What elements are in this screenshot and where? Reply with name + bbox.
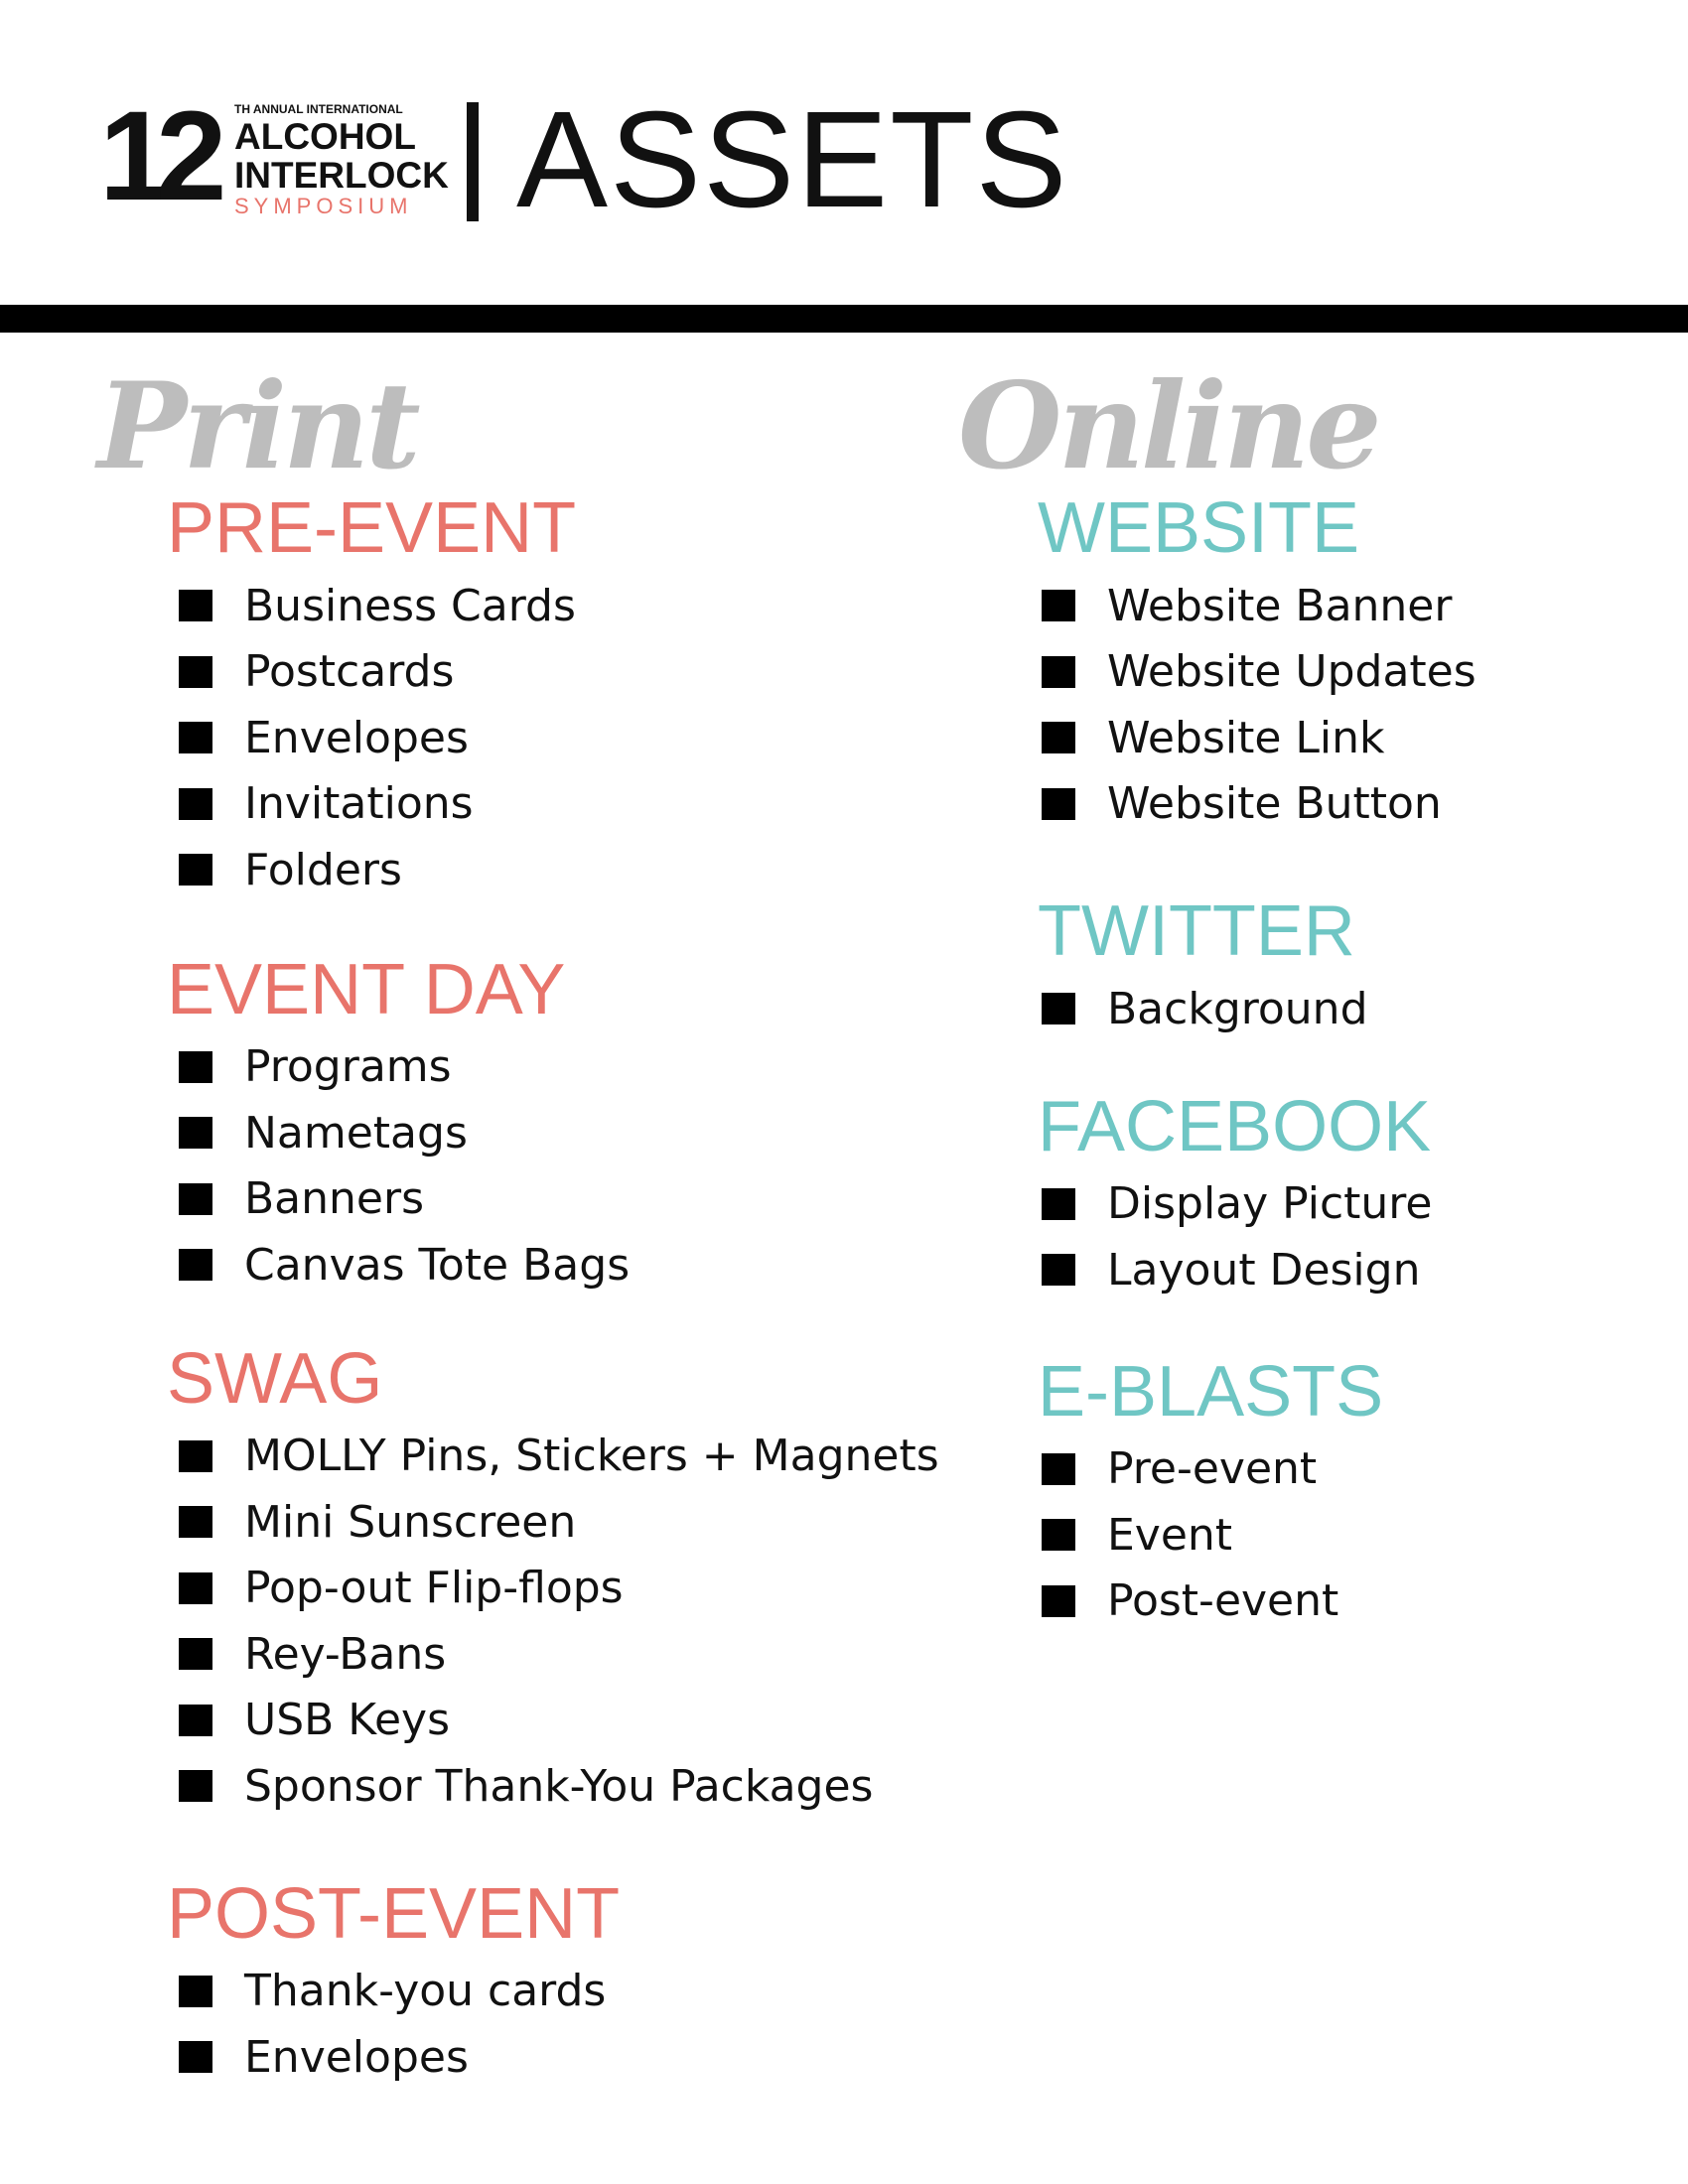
square-bullet-icon [179, 1440, 212, 1472]
square-bullet-icon [179, 656, 212, 688]
list-item [167, 1959, 914, 2025]
item-label: MOLLY Pins, Stickers + Magnets [244, 1431, 939, 1482]
section-post-event [167, 1869, 914, 2091]
item-label: Event [1107, 1509, 1233, 1561]
item-list [1038, 1436, 1673, 1635]
section-event-day [167, 945, 914, 1298]
item-list [1038, 1171, 1673, 1303]
item-list [1038, 573, 1673, 837]
list-item [1038, 1569, 1673, 1635]
list-item [167, 1556, 914, 1622]
item-label: Canvas Tote Bags [244, 1239, 631, 1291]
section-title-facebook: FACEBOOK [1038, 1086, 1432, 1166]
logo-line-symposium: SYMPOSIUM [234, 194, 413, 218]
list-item [1038, 639, 1673, 706]
list-item [167, 1100, 914, 1166]
list-item [1038, 705, 1673, 771]
item-label: Envelopes [244, 2031, 469, 2083]
item-label: Folders [244, 844, 402, 895]
item-label: Rey-Bans [244, 1628, 447, 1680]
section-pre-event [167, 483, 914, 903]
square-bullet-icon [179, 1770, 212, 1802]
square-bullet-icon [179, 1638, 212, 1670]
list-item [167, 1424, 939, 1490]
section-title-event-day: EVENT DAY [167, 949, 566, 1029]
item-label: Layout Design [1107, 1244, 1421, 1296]
square-bullet-icon [1042, 993, 1075, 1024]
item-list [167, 1424, 939, 1820]
item-label: USB Keys [244, 1695, 451, 1746]
square-bullet-icon [179, 1976, 212, 2007]
list-item [167, 1621, 914, 1688]
section-website [1038, 483, 1673, 837]
square-bullet-icon [1042, 1585, 1075, 1617]
list-item [167, 837, 914, 903]
item-label: Website Updates [1107, 646, 1477, 698]
print-column [97, 356, 939, 2091]
list-item [167, 1753, 914, 1820]
item-label: Post-event [1107, 1575, 1339, 1627]
item-label: Display Picture [1107, 1178, 1433, 1230]
list-item [1038, 1171, 1673, 1238]
online-heading: Online [958, 356, 1378, 496]
section-twitter [1038, 887, 1673, 1042]
item-label: Pop-out Flip-flops [244, 1563, 624, 1614]
logo-line-alcohol: ALCOHOL [234, 116, 416, 157]
item-list [167, 1959, 914, 2091]
section-title-pre-event: PRE-EVENT [167, 488, 577, 568]
list-item [167, 705, 914, 771]
item-label: Invitations [244, 778, 474, 830]
square-bullet-icon [1042, 1453, 1075, 1485]
list-item [167, 1489, 914, 1556]
square-bullet-icon [1042, 590, 1075, 621]
square-bullet-icon [179, 590, 212, 621]
list-item [1038, 976, 1673, 1042]
square-bullet-icon [1042, 1519, 1075, 1551]
item-list [167, 1034, 914, 1298]
print-heading: Print [97, 356, 417, 496]
square-bullet-icon [179, 788, 212, 820]
item-list [167, 573, 914, 903]
item-label: Envelopes [244, 712, 469, 763]
section-title-swag: SWAG [167, 1338, 383, 1419]
square-bullet-icon [1042, 1254, 1075, 1286]
item-list [1038, 976, 1673, 1042]
list-item [167, 2024, 914, 2091]
square-bullet-icon [179, 722, 212, 753]
list-item [1038, 1436, 1673, 1503]
square-bullet-icon [179, 854, 212, 886]
list-item [1038, 771, 1673, 838]
square-bullet-icon [179, 2041, 212, 2073]
list-item [167, 1166, 914, 1233]
online-column [958, 356, 1673, 1634]
logo-line-interlock: INTERLOCK [234, 155, 449, 196]
item-label: Website Link [1107, 712, 1385, 763]
item-label: Website Banner [1107, 580, 1453, 631]
section-title-website: WEBSITE [1038, 488, 1360, 568]
list-item [167, 1688, 914, 1754]
section-facebook [1038, 1082, 1673, 1303]
item-label: Programs [244, 1041, 452, 1093]
square-bullet-icon [179, 1572, 212, 1604]
list-item [1038, 1237, 1673, 1303]
logo-kicker: TH ANNUAL INTERNATIONAL [234, 102, 403, 116]
list-item [167, 1232, 914, 1298]
list-item [167, 1034, 914, 1101]
item-label: Sponsor Thank-You Packages [244, 1760, 874, 1812]
square-bullet-icon [179, 1117, 212, 1149]
square-bullet-icon [1042, 656, 1075, 688]
section-swag [167, 1334, 939, 1820]
item-label: Postcards [244, 646, 455, 698]
page-title: ASSETS [516, 83, 1069, 236]
square-bullet-icon [179, 1506, 212, 1538]
square-bullet-icon [1042, 722, 1075, 753]
square-bullet-icon [179, 1051, 212, 1083]
list-item [1038, 573, 1673, 639]
list-item [167, 639, 914, 706]
square-bullet-icon [179, 1183, 212, 1215]
square-bullet-icon [179, 1249, 212, 1281]
section-title-post-event: POST-EVENT [167, 1873, 621, 1954]
logo-wordmark [234, 101, 449, 218]
list-item [167, 771, 914, 838]
item-label: Background [1107, 983, 1368, 1034]
item-label: Business Cards [244, 580, 576, 631]
list-item [167, 573, 914, 639]
item-label: Banners [244, 1173, 425, 1225]
symposium-logo [99, 85, 449, 228]
item-label: Pre-event [1107, 1443, 1318, 1495]
section-e-blasts [1038, 1347, 1673, 1635]
list-item [1038, 1502, 1673, 1569]
item-label: Thank-you cards [244, 1966, 607, 2017]
logo-number: 12 [99, 85, 213, 227]
item-label: Mini Sunscreen [244, 1496, 577, 1548]
section-title-e-blasts: E-BLASTS [1038, 1351, 1384, 1432]
square-bullet-icon [1042, 788, 1075, 820]
item-label: Nametags [244, 1107, 468, 1159]
header-divider [467, 102, 479, 221]
square-bullet-icon [1042, 1188, 1075, 1220]
section-title-twitter: TWITTER [1038, 891, 1355, 971]
item-label: Website Button [1107, 778, 1442, 830]
header-rule [0, 305, 1688, 333]
square-bullet-icon [179, 1705, 212, 1736]
